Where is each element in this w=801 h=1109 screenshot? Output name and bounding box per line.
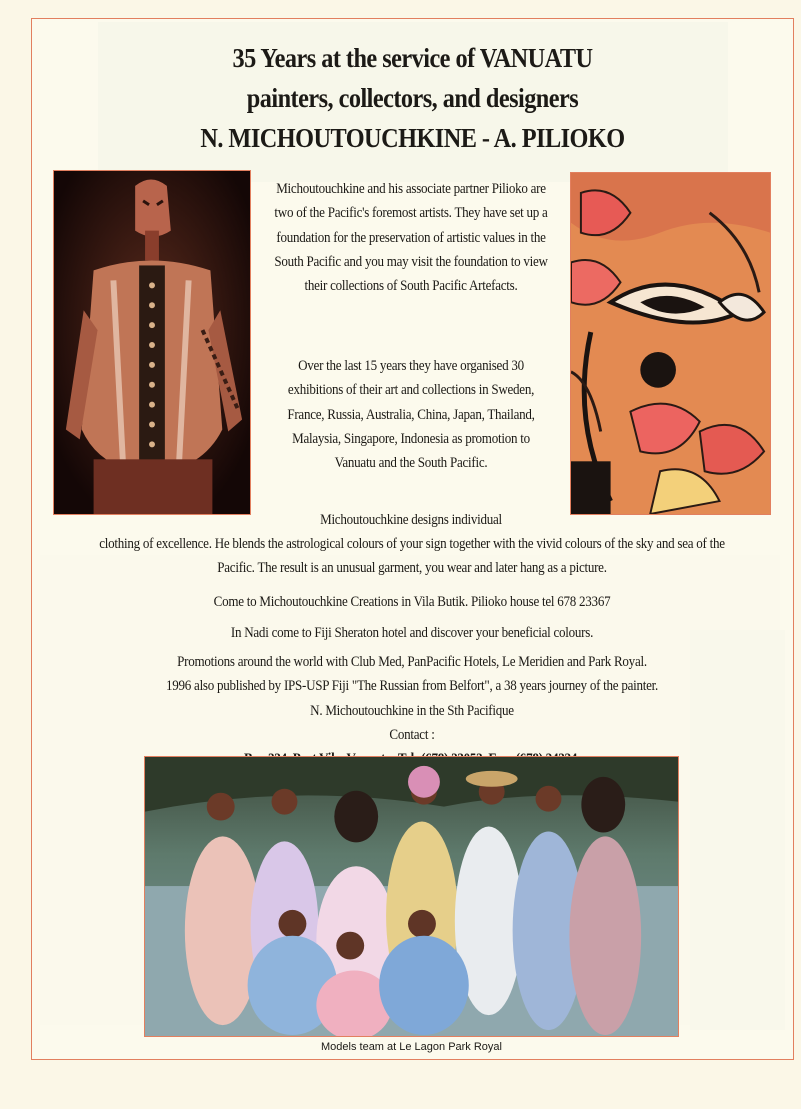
info-block (99, 650, 725, 771)
carved-figure-photo (53, 170, 251, 515)
clothing-paragraph-start: Michoutouchkine designs individual (320, 512, 502, 528)
photo-caption: Models team at Le Lagon Park Royal (321, 1041, 502, 1053)
advert-title (69, 38, 756, 158)
promotions-line: Promotions around the world with Club Med, PanPacific Hotels, Le Meridien and Park Royal. (177, 654, 647, 670)
book-line-continued: N. Michoutouchkine in the Sth Pacifique (310, 702, 514, 719)
intro-paragraph: Michoutouchkine and his associate partner Pilioko are two of the Pacific's foremost artists. They have set up a foundation for the preservation of artistic values in the South Pacific and you may visit the foundation to view their collections of South Pacific Artefacts. (274, 181, 548, 295)
exhibitions-paragraph: Over the last 15 years they have organised 30 exhibitions of their art and collections in Sweden, France, Russia, Australia, China, Japan, Thailand, Malaysia, Singapore, Indonesia as promotion to Vanuatu and the South Pacific. (287, 358, 535, 472)
nadi-paragraph: In Nadi come to Fiji Sheraton hotel and discover your beneficial colours. (230, 625, 594, 641)
title-line-3: N. MICHOUTOUCHKINE - A. PILIOKO (200, 123, 625, 153)
title-line-2: painters, collectors, and designers (246, 83, 579, 113)
book-line: 1996 also published by IPS-USP Fiji "The Russian from Belfort", a 38 years journey of the painter. (165, 678, 659, 695)
title-line-1: 35 Years at the service of VANUATU (232, 43, 593, 73)
vila-butik-paragraph: Come to Michoutouchkine Creations in Vila Butik. Pilioko house tel 678 23367 (213, 594, 611, 610)
clothing-paragraph: clothing of excellence. He blends the astrological colours of your sign together with the vivid colours of the sky and sea of the Pacific. The result is an unusual garment, you wear and later hang as a picture. (99, 536, 725, 577)
abstract-painting-photo (570, 172, 771, 515)
models-group-photo (144, 756, 679, 1037)
contact-label: Contact : (389, 726, 435, 743)
